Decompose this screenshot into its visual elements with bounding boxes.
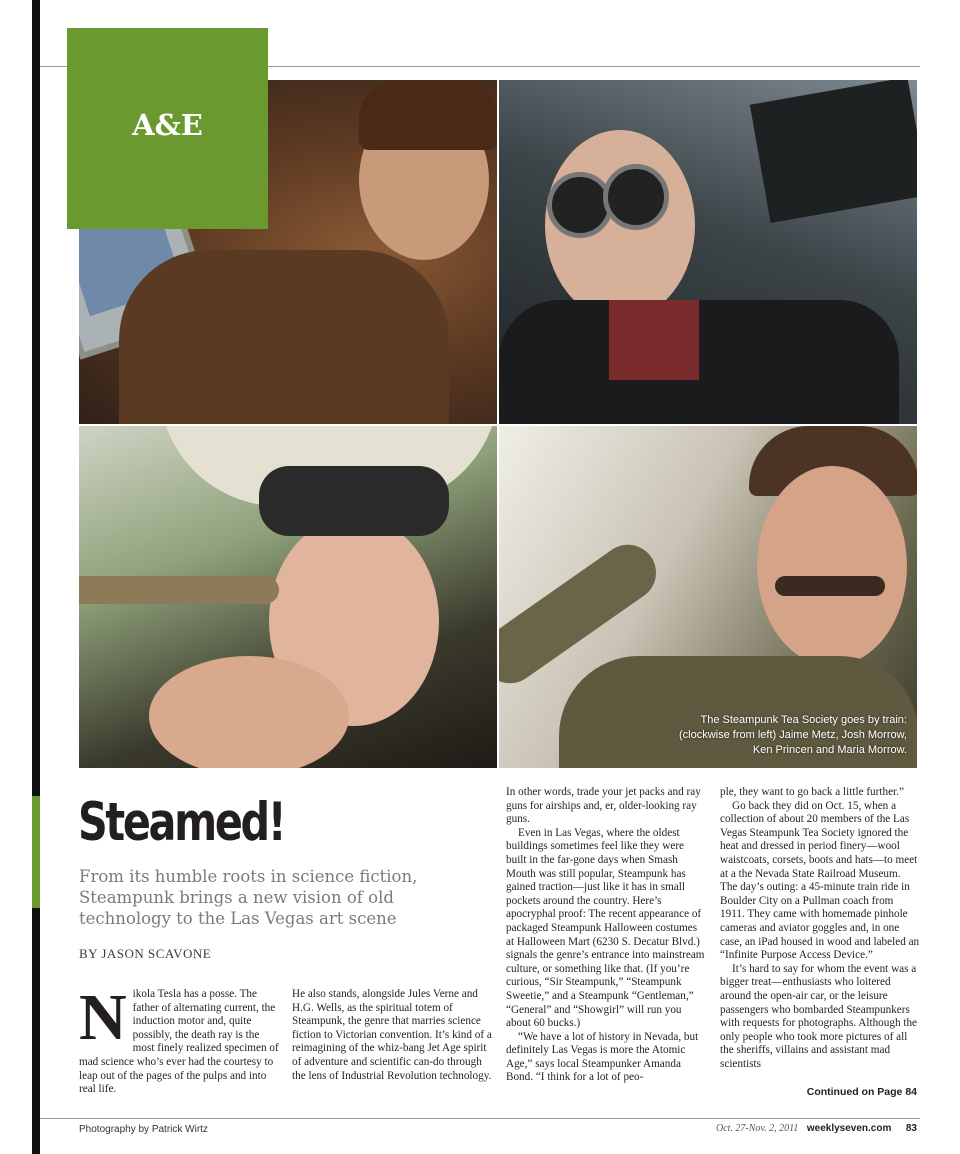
paragraph: “We have a lot of history in Nevada, but definitely Las Vegas is more the Atomic Age,” says local Steampunker Amanda Bond. “I think for a lot of peo- [506,1030,699,1084]
article-byline: BY JASON SCAVONE [79,946,212,961]
woman-hand [149,656,349,768]
site-name: weeklyseven.com [806,1123,892,1134]
aviator-goggles [259,466,449,536]
paragraph: In other words, trade your jet packs and ray guns for airships and, er, older-looking ray guns. [506,786,701,826]
man-coat [499,300,899,424]
paragraph: ikola Tesla has a posse. The father of alternating current, the induction motor and, quite possibly, the death ray is the most finely realized specimen of mad science who’s ever had the courtesy to leap out of the pages of the pulps and into real life. [79,988,279,1096]
article-column-1 [79,981,279,1097]
article-column-2 [292,988,492,1083]
photo-caption: The Steampunk Tea Society goes by train: (clockwise from left) Jaime Metz, Josh Morrow, Ken Princen and Maria Morrow. [679,714,907,756]
article-headline: Steamed! [78,792,285,853]
spyglass [79,576,279,604]
page-spine-bar [32,0,40,1154]
continued-line: Continued on Page 84 [806,1086,917,1098]
paragraph: Even in Las Vegas, where the oldest buildings sometimes feel like they were built in the far-gone days when Smash Mouth was still popular, Steampunk has gained traction—just like it has in small pockets around the country. Here’s apocryphal proof: The recent appearance of packaged Steampunk Halloween costumes at Halloween Mart (6230 S. Decatur Blvd.) signals the genre’s entrance into mainstream culture, or something like that. (If you’re curious, “Sir Steampunk,” “Steampunk Sweetie,” and a Steampunk “Gentleman,” “General” and “Showgirl” will run you about 60 bucks.) [506,826,705,1030]
drop-cap: N [79,981,127,1054]
article-deck: From its humble roots in science fiction, Steampunk brings a new vision of old technology to the Las Vegas art scene [79,867,418,928]
paragraph: ple, they want to go back a little further.” [720,786,904,798]
page-number: 83 [905,1123,917,1134]
paragraph: Go back they did on Oct. 15, when a collection of about 20 members of the Las Vegas Steampunk Tea Society ignored the heat and dressed in period finery—wool waistcoats, corsets, boots and hats—to meet at a the Nevada State Railroad Museum. The day’s outing: a 45-minute train ride in Boulder City on a Pullman coach from 1911. They came with homemade pinhole cameras and aviator goggles and, in one case, an iPad housed in wood and labeled an “Infinite Purpose Access Device.” [720,799,920,962]
photo-credit: Photography by Patrick Wirtz [79,1124,208,1135]
dark-case [750,80,917,223]
section-label: A&E [132,108,203,142]
issue-date: Oct. 27-Nov. 2, 2011 [715,1123,799,1134]
photo-goggles-man [499,80,917,424]
paragraph: It’s hard to say for whom the event was a bigger treat—enthusiasts who loitered around the open-air car, or the leisure passengers who bombarded Steampunkers with requests for photographs. Although the only people who took more pictures of all the sheriffs, villains and assistant mad scientists [720,962,917,1070]
paragraph: He also stands, alongside Jules Verne and H.G. Wells, as the spiritual totem of Steampunk, the genre that marries science fiction to Victorian convention. It’s kind of a reimagining of the whiz-bang Jet Age spirit of adventure and scientific can-do through the lens of Industrial Revolution technology. [292,988,492,1082]
man-face [757,466,907,666]
photo-bowler-man [499,426,917,768]
woman-jacket [119,250,449,424]
woman-hat [359,80,497,150]
folio [716,1123,917,1134]
article-column-4 [720,786,920,1071]
red-cravat [609,300,699,380]
bottom-rule [40,1118,920,1119]
spine-accent-bar [32,796,40,908]
mustache [775,576,885,596]
article-column-3 [506,786,706,1085]
goggle-right [603,164,669,230]
photo-spyglass-woman [79,426,497,768]
section-tag [67,28,268,229]
